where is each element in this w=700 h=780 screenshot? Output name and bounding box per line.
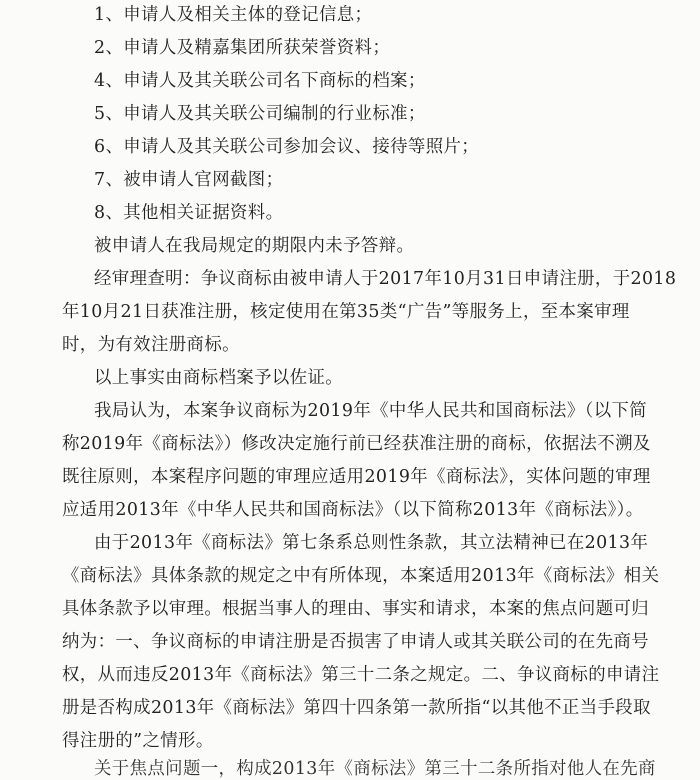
paragraph-line: 时，为有效注册商标。	[62, 335, 240, 355]
paragraph-line: 我局认为，本案争议商标为2019年《中华人民共和国商标法》（以下简	[94, 401, 648, 421]
paragraph-line: 纳为：一、争议商标的申请注册是否损害了申请人或其关联公司的在先商号	[62, 632, 650, 652]
paragraph-line: 应适用2013年《中华人民共和国商标法》（以下简称2013年《商标法》）。	[62, 500, 644, 520]
list-item: 8、其他相关证据资料。	[94, 203, 284, 223]
paragraph-line: 既往原则，本案程序问题的审理应适用2019年《商标法》，实体问题的审理	[62, 467, 651, 487]
paragraph-line: 被申请人在我局规定的期限内未予答辩。	[94, 236, 415, 256]
paragraph-line: 称2019年《商标法》）修改决定施行前已经获准注册的商标，依据法不溯及	[62, 434, 651, 454]
paragraph-line: 由于2013年《商标法》第七条系总则性条款，其立法精神已在2013年	[94, 533, 649, 553]
paragraph-line: 《商标法》具体条款的规定之中有所体现，本案适用2013年《商标法》相关	[62, 566, 660, 586]
paragraph-line: 以上事实由商标档案予以佐证。	[94, 368, 344, 388]
paragraph-line: 关于焦点问题一，构成2013年《商标法》第三十二条所指对他人在先商	[94, 759, 656, 779]
list-item: 7、被申请人官网截图；	[94, 170, 284, 190]
paragraph-line: 经审理查明：争议商标由被申请人于2017年10月31日申请注册，于2018	[94, 269, 677, 289]
paragraph-line: 册是否构成2013年《商标法》第四十四条第一款所指“以其他不正当手段取	[62, 698, 651, 718]
list-item: 2、申请人及精嘉集团所获荣誉资料；	[94, 38, 391, 58]
list-item: 1、申请人及相关主体的登记信息；	[94, 5, 373, 25]
paragraph-line: 年10月21日获准注册，核定使用在第35类“广告”等服务上，至本案审理	[62, 302, 630, 322]
list-item: 4、申请人及其关联公司名下商标的档案；	[94, 71, 426, 91]
paragraph-line: 具体条款予以审理。根据当事人的理由、事实和请求，本案的焦点问题可归	[62, 599, 650, 619]
paragraph-line: 得注册的”之情形。	[62, 731, 214, 751]
list-item: 5、申请人及其关联公司编制的行业标准；	[94, 104, 426, 124]
paragraph-line: 权，从而违反2013年《商标法》第三十二条之规定。二、争议商标的申请注	[62, 665, 660, 685]
list-item: 6、申请人及其关联公司参加会议、接待等照片；	[94, 137, 480, 157]
